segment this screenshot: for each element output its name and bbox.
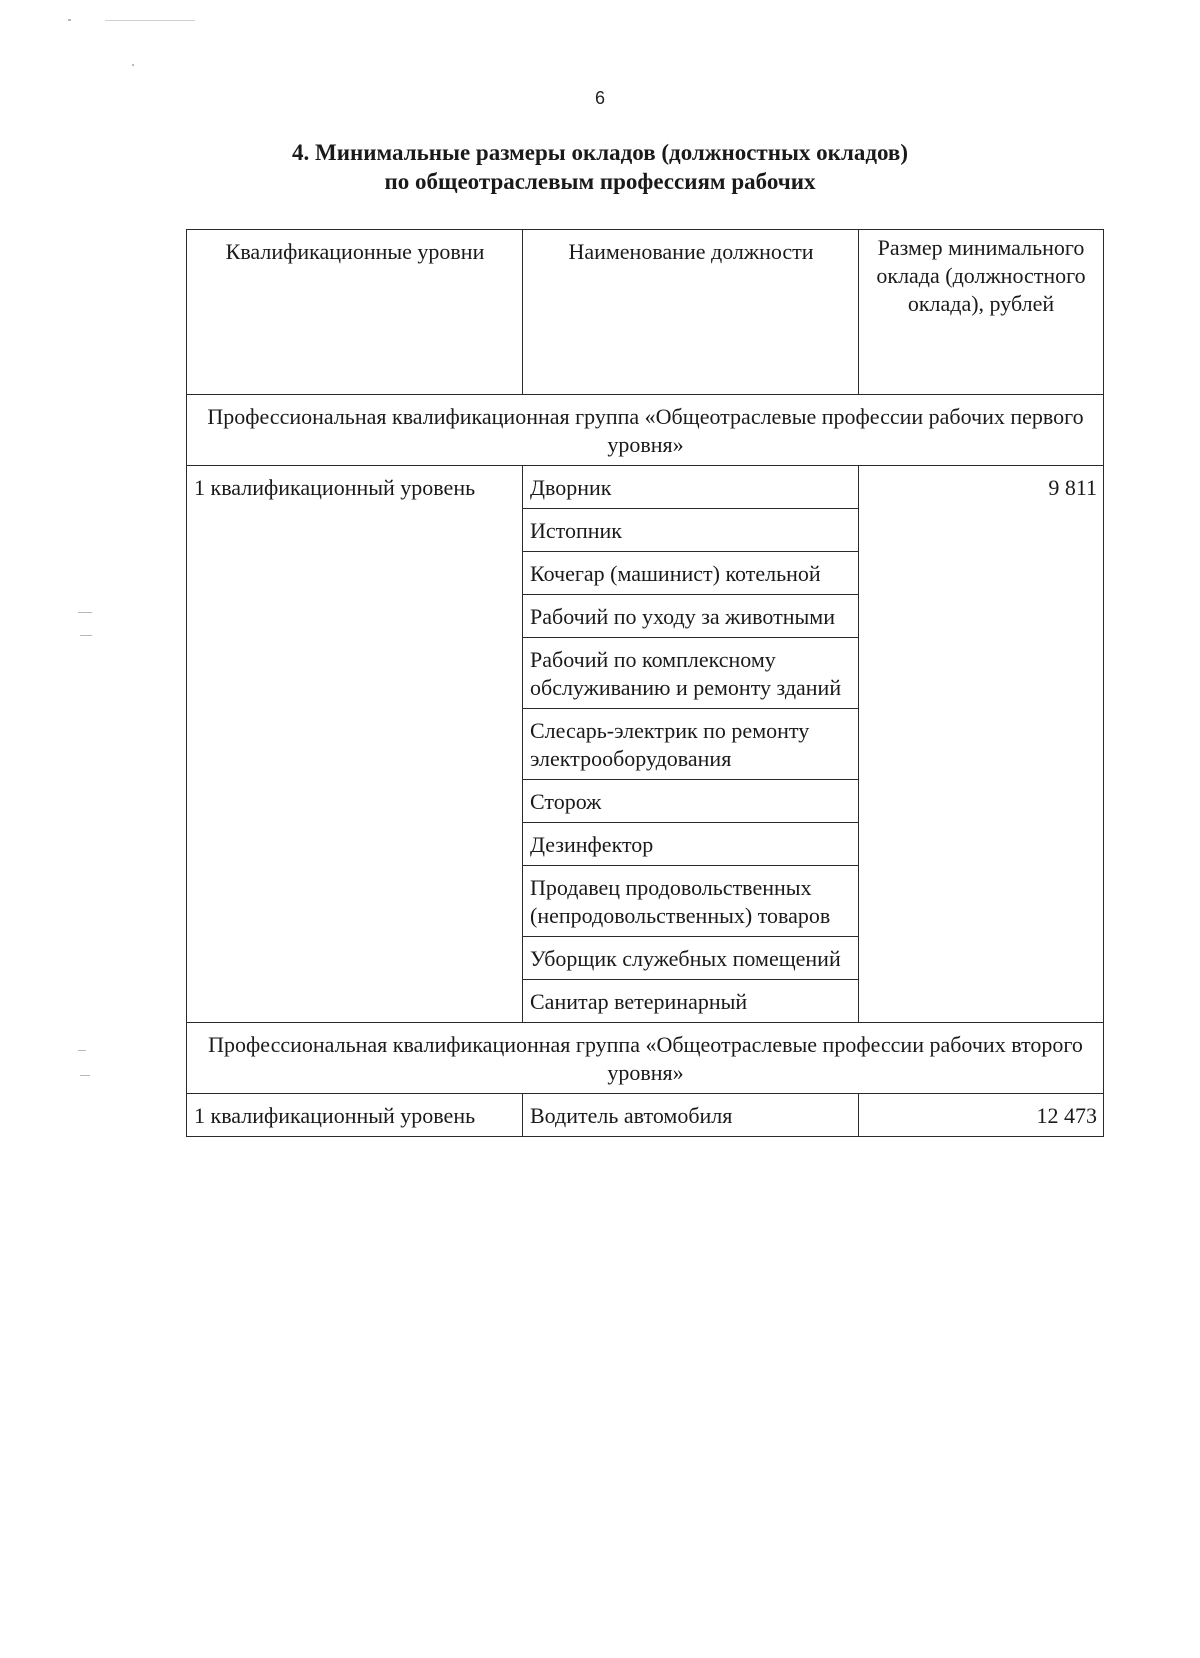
- scan-artifact: [105, 20, 195, 21]
- group-title: Профессиональная квалификационная группа «Общеотраслевые профессии рабочих первого уровня»: [187, 395, 1104, 466]
- position-name: Истопник: [523, 509, 859, 552]
- scan-artifact: [80, 1075, 90, 1076]
- position-name: Сторож: [523, 780, 859, 823]
- position-name: Рабочий по уходу за животными: [523, 595, 859, 638]
- header-levels: Квалификационные уровни: [187, 230, 523, 395]
- position-name: Слесарь-электрик по ремонту электрооборудования: [523, 709, 859, 780]
- header-position: Наименование должности: [523, 230, 859, 395]
- scan-artifact: [132, 64, 134, 66]
- salary-amount: 12 473: [859, 1094, 1104, 1137]
- scan-artifact: [80, 635, 92, 636]
- header-salary: Размер минимального оклада (должностного оклада), рублей: [859, 230, 1104, 395]
- scan-artifact: [78, 1050, 86, 1051]
- group-title-row: [187, 1023, 1104, 1094]
- position-name: Дезинфектор: [523, 823, 859, 866]
- group-title-row: [187, 395, 1104, 466]
- salary-amount: 9 811: [859, 466, 1104, 1023]
- page-title: [0, 138, 1200, 196]
- title-line-2: по общеотраслевым профессиям рабочих: [384, 169, 816, 194]
- group-title: Профессиональная квалификационная группа «Общеотраслевые профессии рабочих второго уровня»: [187, 1023, 1104, 1094]
- position-name: Дворник: [523, 466, 859, 509]
- position-name: Кочегар (машинист) котельной: [523, 552, 859, 595]
- page-number: 6: [594, 88, 605, 108]
- position-name: Рабочий по комплексному обслуживанию и ремонту зданий: [523, 638, 859, 709]
- qualification-level: 1 квалификационный уровень: [187, 466, 523, 1023]
- scan-artifact: [78, 612, 92, 613]
- table-row: [187, 466, 1104, 509]
- scan-artifact: [68, 19, 71, 21]
- position-name: Продавец продовольственных (непродовольственных) товаров: [523, 866, 859, 937]
- qualification-level: 1 квалификационный уровень: [187, 1094, 523, 1137]
- table-row: [187, 1094, 1104, 1137]
- table-header-row: [187, 230, 1104, 395]
- position-name: Водитель автомобиля: [523, 1094, 859, 1137]
- salary-table: [186, 229, 1104, 1137]
- position-name: Уборщик служебных помещений: [523, 937, 859, 980]
- title-line-1: 4. Минимальные размеры окладов (должностных окладов): [292, 140, 908, 165]
- position-name: Санитар ветеринарный: [523, 980, 859, 1023]
